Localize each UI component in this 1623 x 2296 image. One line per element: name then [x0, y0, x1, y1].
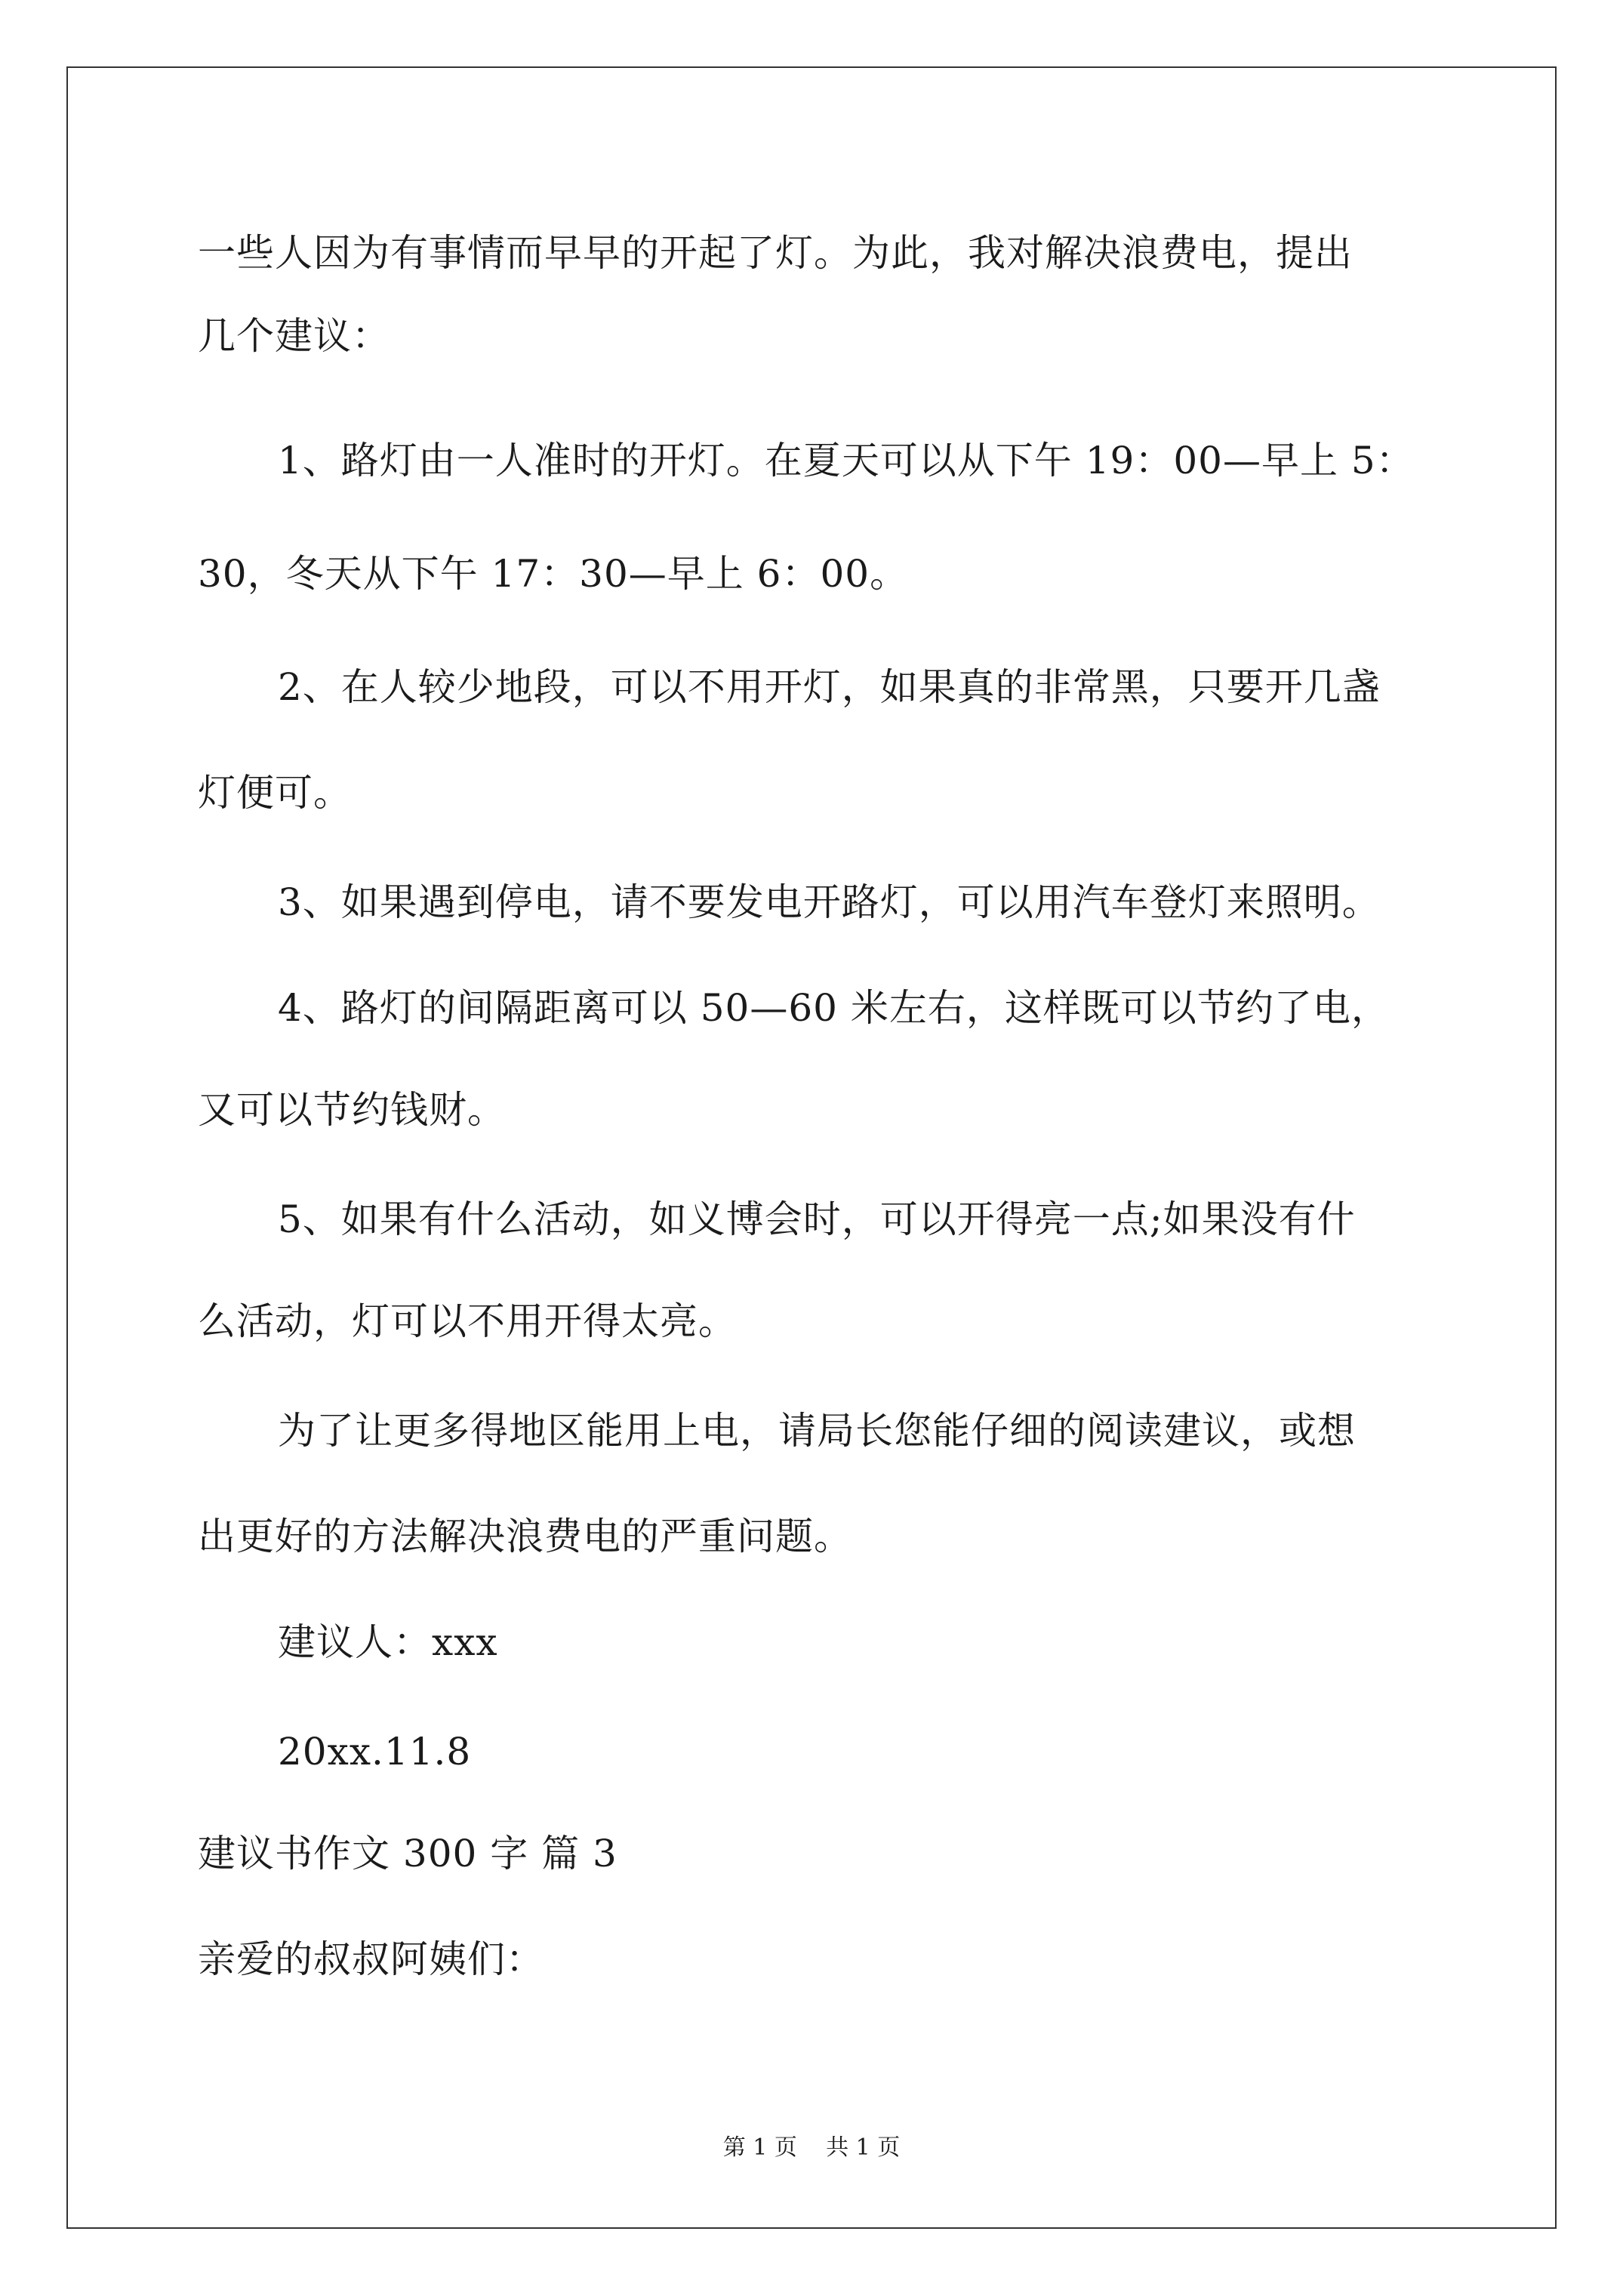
salutation-line: 亲爱的叔叔阿姨们：	[198, 1937, 544, 1981]
closing-paragraph-line: 为了让更多得地区能用上电，请局长您能仔细的阅读建议，或想	[278, 1409, 1356, 1453]
suggestion-1-line: 30，冬天从下午 17：30—早上 6：00。	[198, 552, 909, 596]
suggestion-3-line: 3、如果遇到停电，请不要发电开路灯，可以用汽车登灯来照明。	[278, 880, 1381, 924]
suggestion-4-line: 4、路灯的间隔距离可以 50—60 米左右，这样既可以节约了电，	[278, 986, 1390, 1030]
closing-paragraph-line: 出更好的方法解决浪费电的严重问题。	[198, 1515, 852, 1558]
suggestion-5-line: 5、如果有什么活动，如义博会时，可以开得亮一点;如果没有什	[278, 1197, 1356, 1241]
section-heading: 建议书作文 300 字 篇 3	[198, 1832, 617, 1875]
suggestion-5-line: 么活动，灯可以不用开得太亮。	[198, 1299, 737, 1343]
date-line: 20xx.11.8	[278, 1730, 472, 1774]
page-border	[66, 66, 1557, 2229]
suggestion-2-line: 灯便可。	[198, 771, 352, 815]
paragraph-line: 几个建议：	[198, 314, 390, 358]
paragraph-line: 一些人因为有事情而早早的开起了灯。为此，我对解决浪费电，提出	[198, 231, 1353, 275]
page-footer: 第 1 页 共 1 页	[722, 2134, 901, 2161]
signature-line: 建议人：xxx	[278, 1620, 498, 1664]
suggestion-2-line: 2、在人较少地段，可以不用开灯，如果真的非常黑，只要开几盏	[278, 665, 1381, 709]
suggestion-1-line: 1、路灯由一人准时的开灯。在夏天可以从下午 19：00—早上 5：	[278, 439, 1415, 482]
suggestion-4-line: 又可以节约钱财。	[198, 1088, 506, 1132]
